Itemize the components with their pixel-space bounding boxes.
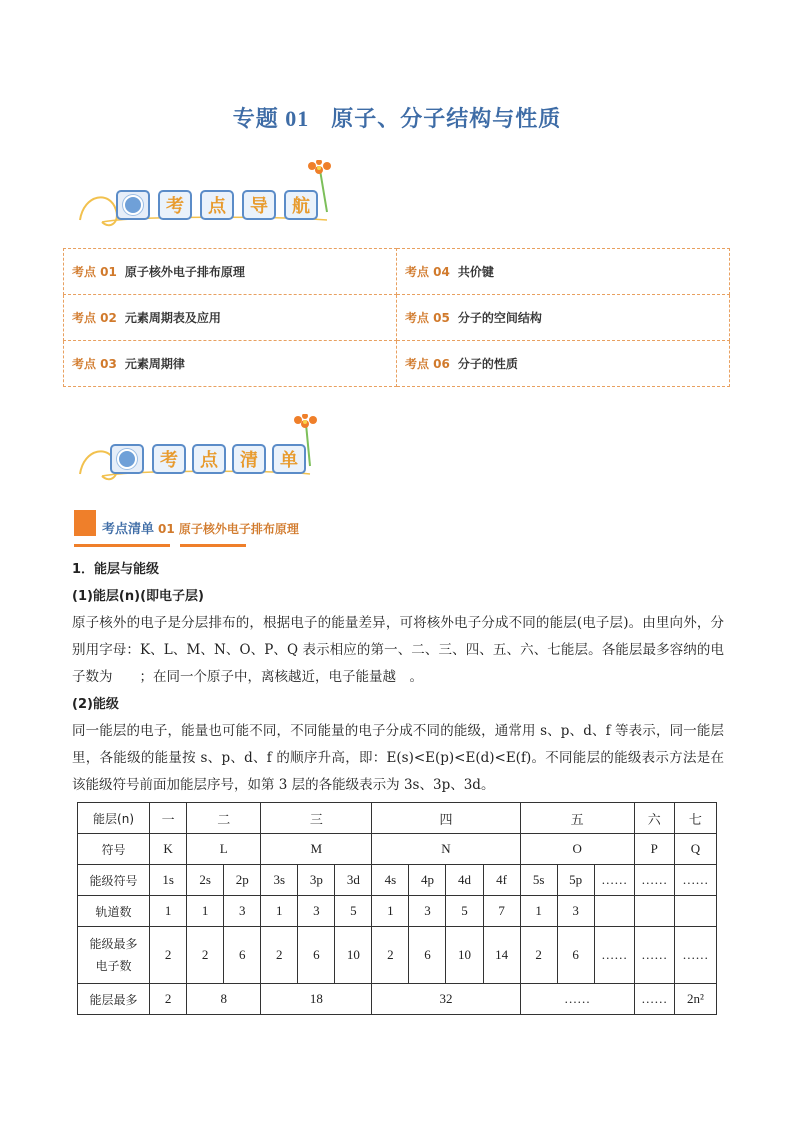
table-cell: 6 bbox=[298, 927, 335, 984]
row-label: 能级符号 bbox=[78, 865, 150, 896]
table-cell: L bbox=[187, 834, 261, 865]
table-cell: 6 bbox=[224, 927, 261, 984]
table-cell: …… bbox=[634, 865, 674, 896]
topic-name: 元素周期表及应用 bbox=[124, 311, 221, 325]
table-cell: 4p bbox=[409, 865, 446, 896]
table-cell: 1 bbox=[187, 896, 224, 927]
table-cell: 1 bbox=[261, 896, 298, 927]
table-cell: Q bbox=[674, 834, 716, 865]
table-cell: 2 bbox=[187, 927, 224, 984]
row-label bbox=[78, 927, 150, 984]
table-cell bbox=[674, 896, 716, 927]
table-cell: …… bbox=[634, 927, 674, 984]
banner-char: 导 bbox=[242, 190, 276, 220]
table-cell: 六 bbox=[634, 803, 674, 834]
table-cell: 5s bbox=[520, 865, 557, 896]
globe-tile bbox=[116, 190, 150, 220]
table-cell: 2p bbox=[224, 865, 261, 896]
table-cell: 5p bbox=[557, 865, 594, 896]
banner-char: 考 bbox=[152, 444, 186, 474]
table-cell: 四 bbox=[372, 803, 520, 834]
topic-code: 考点 01 bbox=[72, 265, 117, 279]
table-cell: 3 bbox=[224, 896, 261, 927]
topic-name: 共价键 bbox=[457, 265, 494, 279]
row-label-line: 能级最多 bbox=[89, 937, 138, 951]
table-cell: …… bbox=[634, 984, 674, 1015]
table-cell: M bbox=[261, 834, 372, 865]
table-cell: 1 bbox=[150, 896, 187, 927]
table-cell: 10 bbox=[335, 927, 372, 984]
table-cell: 3d bbox=[335, 865, 372, 896]
heading-energy-levels: 1．能层与能级 bbox=[72, 562, 160, 577]
table-cell: 5 bbox=[446, 896, 483, 927]
table-cell: 2s bbox=[187, 865, 224, 896]
row-label: 能层最多 bbox=[78, 984, 150, 1015]
paragraph-energy-layer: 原子核外的电子是分层排布的，根据电子的能量差异，可将核外电子分成不同的能层(电子层)。由里向外，分别用字母：K、L、M、N、O、P、Q 表示相应的第一、二、三、四、五、六、七能层。各能层最多容纳的电子数为 ；在同一个原子中，离核越近，电子能量越 。 bbox=[72, 615, 724, 685]
table-cell: 6 bbox=[557, 927, 594, 984]
topic-code: 考点 04 bbox=[405, 265, 450, 279]
table-cell: 2 bbox=[520, 927, 557, 984]
topic-name: 原子核外电子排布原理 bbox=[124, 265, 245, 279]
topic-code: 考点 02 bbox=[72, 311, 117, 325]
table-cell: 32 bbox=[372, 984, 520, 1015]
topic-code: 考点 03 bbox=[72, 357, 117, 371]
table-cell: …… bbox=[520, 984, 634, 1015]
row-label: 轨道数 bbox=[78, 896, 150, 927]
banner-char: 点 bbox=[200, 190, 234, 220]
table-cell: N bbox=[372, 834, 520, 865]
paragraph-sublevel: 同一能层的电子，能量也可能不同，不同能量的电子分成不同的能级，通常用 s、p、d、f 等表示，同一能层里，各能级的能量按 s、p、d、f 的顺序升高，即：E(s)<E(p)<E(d)<E(f)。不同能层的能级表示方法是在该能级符号前面加能层序号，如第 3 层的各能级表示为 3s、3p、3d。 bbox=[72, 723, 724, 793]
table-cell: 2 bbox=[372, 927, 409, 984]
table-cell: 五 bbox=[520, 803, 634, 834]
table-cell: 2 bbox=[261, 927, 298, 984]
subheading-energy-layer: (1)能层(n)(即电子层) bbox=[72, 589, 204, 604]
topic-link[interactable] bbox=[64, 249, 397, 295]
table-cell: …… bbox=[674, 927, 716, 984]
topic-code: 考点 06 bbox=[405, 357, 450, 371]
table-cell: 3s bbox=[261, 865, 298, 896]
topic-name: 分子的空间结构 bbox=[457, 311, 542, 325]
section-label-sub: 01 原子核外电子排布原理 bbox=[158, 522, 299, 536]
topic-number: 专题 01 bbox=[232, 106, 310, 131]
section-marker bbox=[74, 510, 96, 536]
table-cell: O bbox=[520, 834, 634, 865]
section-label-main: 考点清单 bbox=[102, 522, 155, 537]
banner-checklist bbox=[72, 414, 372, 494]
topic-link[interactable] bbox=[64, 295, 397, 341]
globe-icon bbox=[117, 449, 137, 469]
table-cell: K bbox=[150, 834, 187, 865]
table-cell: 6 bbox=[409, 927, 446, 984]
banner-navigation bbox=[72, 160, 372, 240]
table-cell: 三 bbox=[261, 803, 372, 834]
table-cell: 14 bbox=[483, 927, 520, 984]
table-cell: 3 bbox=[409, 896, 446, 927]
energy-level-table bbox=[77, 802, 717, 1015]
table-cell: 4f bbox=[483, 865, 520, 896]
table-cell: 8 bbox=[187, 984, 261, 1015]
table-cell: 1 bbox=[372, 896, 409, 927]
topic-link[interactable] bbox=[397, 341, 730, 387]
topic-navigation-table bbox=[63, 248, 730, 387]
table-cell bbox=[594, 896, 634, 927]
section-underline bbox=[74, 544, 170, 547]
page-title bbox=[0, 102, 794, 133]
table-cell: 2n² bbox=[674, 984, 716, 1015]
row-label: 能层(n) bbox=[78, 803, 150, 834]
table-cell: 1 bbox=[520, 896, 557, 927]
section-heading bbox=[74, 510, 374, 550]
section-underline bbox=[180, 544, 246, 547]
table-cell: 1s bbox=[150, 865, 187, 896]
section-content bbox=[72, 556, 724, 799]
row-label-line: 电子数 bbox=[95, 959, 132, 973]
section-label bbox=[102, 518, 299, 537]
table-cell: 2 bbox=[150, 984, 187, 1015]
table-cell: 4s bbox=[372, 865, 409, 896]
topic-title: 原子、分子结构与性质 bbox=[331, 107, 562, 132]
table-cell: 3p bbox=[298, 865, 335, 896]
table-cell: 一 bbox=[150, 803, 187, 834]
table-cell: 3 bbox=[298, 896, 335, 927]
banner-char: 点 bbox=[192, 444, 226, 474]
table-cell: 3 bbox=[557, 896, 594, 927]
table-cell: 10 bbox=[446, 927, 483, 984]
table-cell: …… bbox=[594, 927, 634, 984]
topic-link[interactable] bbox=[64, 341, 397, 387]
table-cell: P bbox=[634, 834, 674, 865]
table-cell: 2 bbox=[150, 927, 187, 984]
table-cell: 二 bbox=[187, 803, 261, 834]
table-cell bbox=[634, 896, 674, 927]
topic-name: 元素周期律 bbox=[124, 357, 185, 371]
topic-link[interactable] bbox=[397, 295, 730, 341]
subheading-sublevel: (2)能级 bbox=[72, 697, 119, 712]
globe-icon bbox=[123, 195, 143, 215]
banner-char: 单 bbox=[272, 444, 306, 474]
table-cell: …… bbox=[674, 865, 716, 896]
table-cell: …… bbox=[594, 865, 634, 896]
table-cell: 4d bbox=[446, 865, 483, 896]
globe-tile bbox=[110, 444, 144, 474]
row-label: 符号 bbox=[78, 834, 150, 865]
table-cell: 7 bbox=[483, 896, 520, 927]
table-cell: 18 bbox=[261, 984, 372, 1015]
topic-name: 分子的性质 bbox=[457, 357, 518, 371]
table-cell: 5 bbox=[335, 896, 372, 927]
table-cell: 七 bbox=[674, 803, 716, 834]
topic-link[interactable] bbox=[397, 249, 730, 295]
banner-char: 航 bbox=[284, 190, 318, 220]
topic-code: 考点 05 bbox=[405, 311, 450, 325]
banner-char: 考 bbox=[158, 190, 192, 220]
banner-char: 清 bbox=[232, 444, 266, 474]
